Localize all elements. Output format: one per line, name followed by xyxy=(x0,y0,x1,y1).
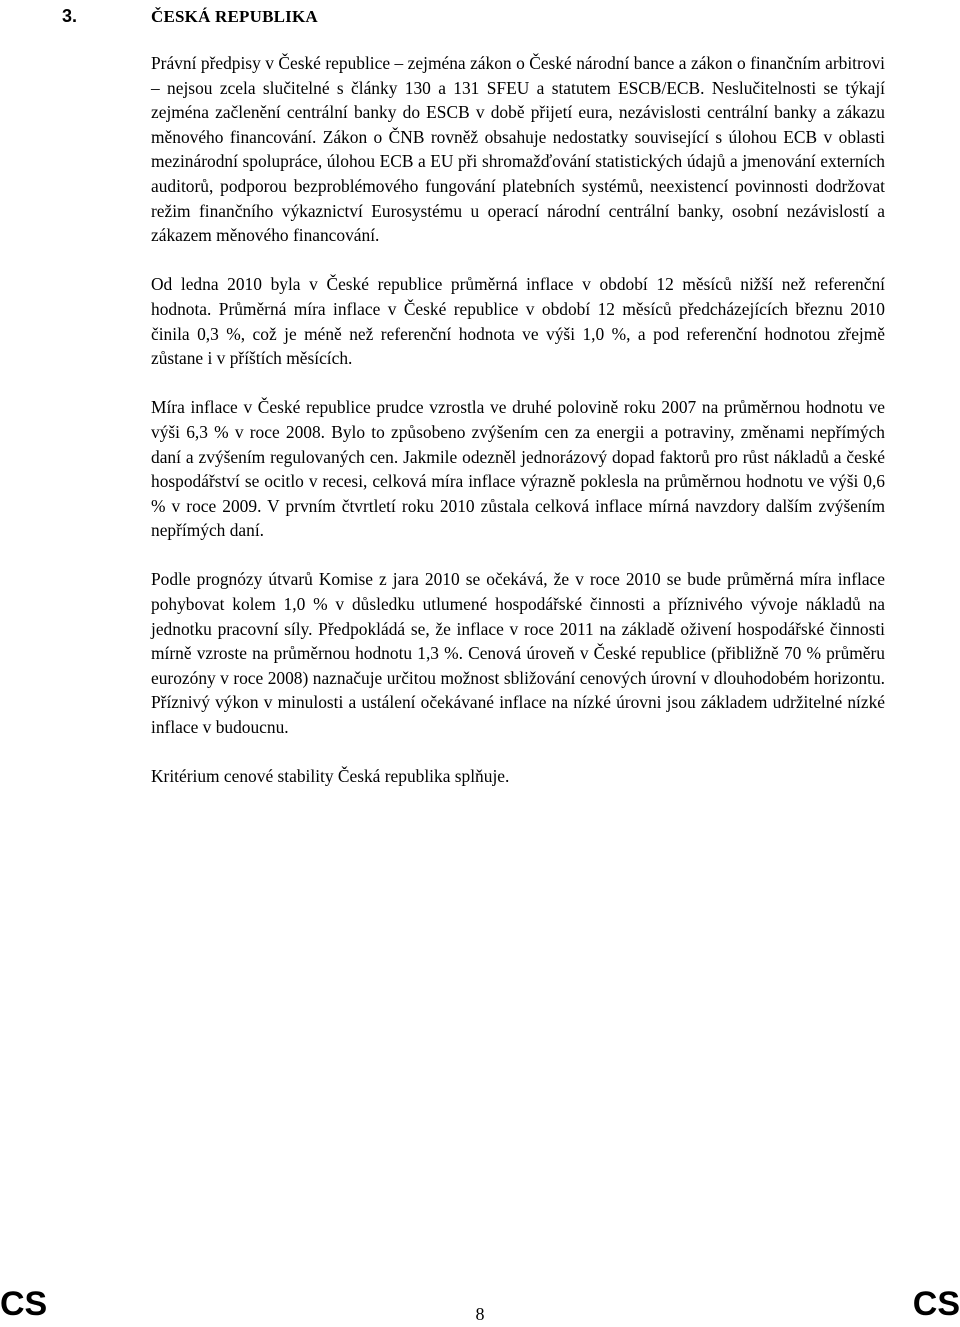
paragraph-inflation-forecast: Podle prognózy útvarů Komise z jara 2010 se očekává, že v roce 2010 se bude průměrná míra inflace pohybovat kolem 1,0 % v důsledku utlumené hospodářské činnosti a příznivého vývoje nákladů na jednotku pracovní síly. Předpokládá se, že inflace v roce 2011 na základě oživení hospodářské činnosti mírně vzroste na průměrnou hodnotu 1,3 %. Cenová úroveň v České republice (přibližně 70 % průměru eurozóny v roce 2008) naznačuje určitou možnost sbližování cenových úrovní v dlouhodobém horizontu. Příznivý výkon v minulosti a ustálení očekávané inflace na nízké úrovni jsou základem udržitelné nízké inflace v budoucnu. xyxy=(151,569,885,738)
paragraph-average-inflation: Od ledna 2010 byla v České republice průměrná inflace v období 12 měsíců nižší než referenční hodnota. Průměrná míra inflace v České republice v období 12 měsíců předcházejících březnu 2010 činila 0,3 %, což je méně než referenční hodnota ve výši 1,0 %, a pod referenční hodnotou zřejmě zůstane i v příštích měsících. xyxy=(151,274,885,369)
section-title: ČESKÁ REPUBLIKA xyxy=(151,7,318,26)
body-text xyxy=(151,51,885,813)
paragraph-inflation-history: Míra inflace v České republice prudce vzrostla ve druhé polovině roku 2007 na průměrnou hodnotu ve výši 6,3 % v roce 2008. Bylo to způsobeno zvýšením cen za energii a potraviny, změnami nepřímých daní a zvýšením regulovaných cen. Jakmile odezněl jednorázový dopad faktorů pro růst nákladů a české hospodářství se ocitlo v recesi, celková míra inflace výrazně poklesla na průměrnou hodnotu ve výši 0,6 % v roce 2009. V prvním čtvrtletí roku 2010 zůstala celková inflace mírná navzdory dalším zvýšením nepřímých daní. xyxy=(151,397,885,541)
footer-language-right: CS xyxy=(912,1285,960,1323)
paragraph-legal-compatibility: Právní předpisy v České republice – zejména zákon o České národní bance a zákon o finančním arbitrovi – nejsou zcela slučitelné s články 130 a 131 SFEU a statutem ESCB/ECB. Neslučitelnosti se týkají zejména začlenění centrální banky do ESCB v době přijetí eura, nezávislosti centrální banky a zákazu měnového financování. Zákon o ČNB rovněž obsahuje nedostatky související s úlohou ECB v oblasti mezinárodní spolupráce, úlohou ECB a EU při shromažďování statistických údajů a jmenování externích auditorů, podporou bezproblémového fungování platebních systémů, neexistencí povinnosti dodržovat režim finančního výkaznictví Eurosystému u operací národní centrální banky, osobní nezávislostí a zákazem měnového financování. xyxy=(151,53,885,246)
paragraph-conclusion: Kritérium cenové stability Česká republika splňuje. xyxy=(151,766,510,787)
footer-language-left: CS xyxy=(0,1285,48,1323)
page-number: 8 xyxy=(475,1304,485,1324)
section-number: 3. xyxy=(62,6,78,26)
